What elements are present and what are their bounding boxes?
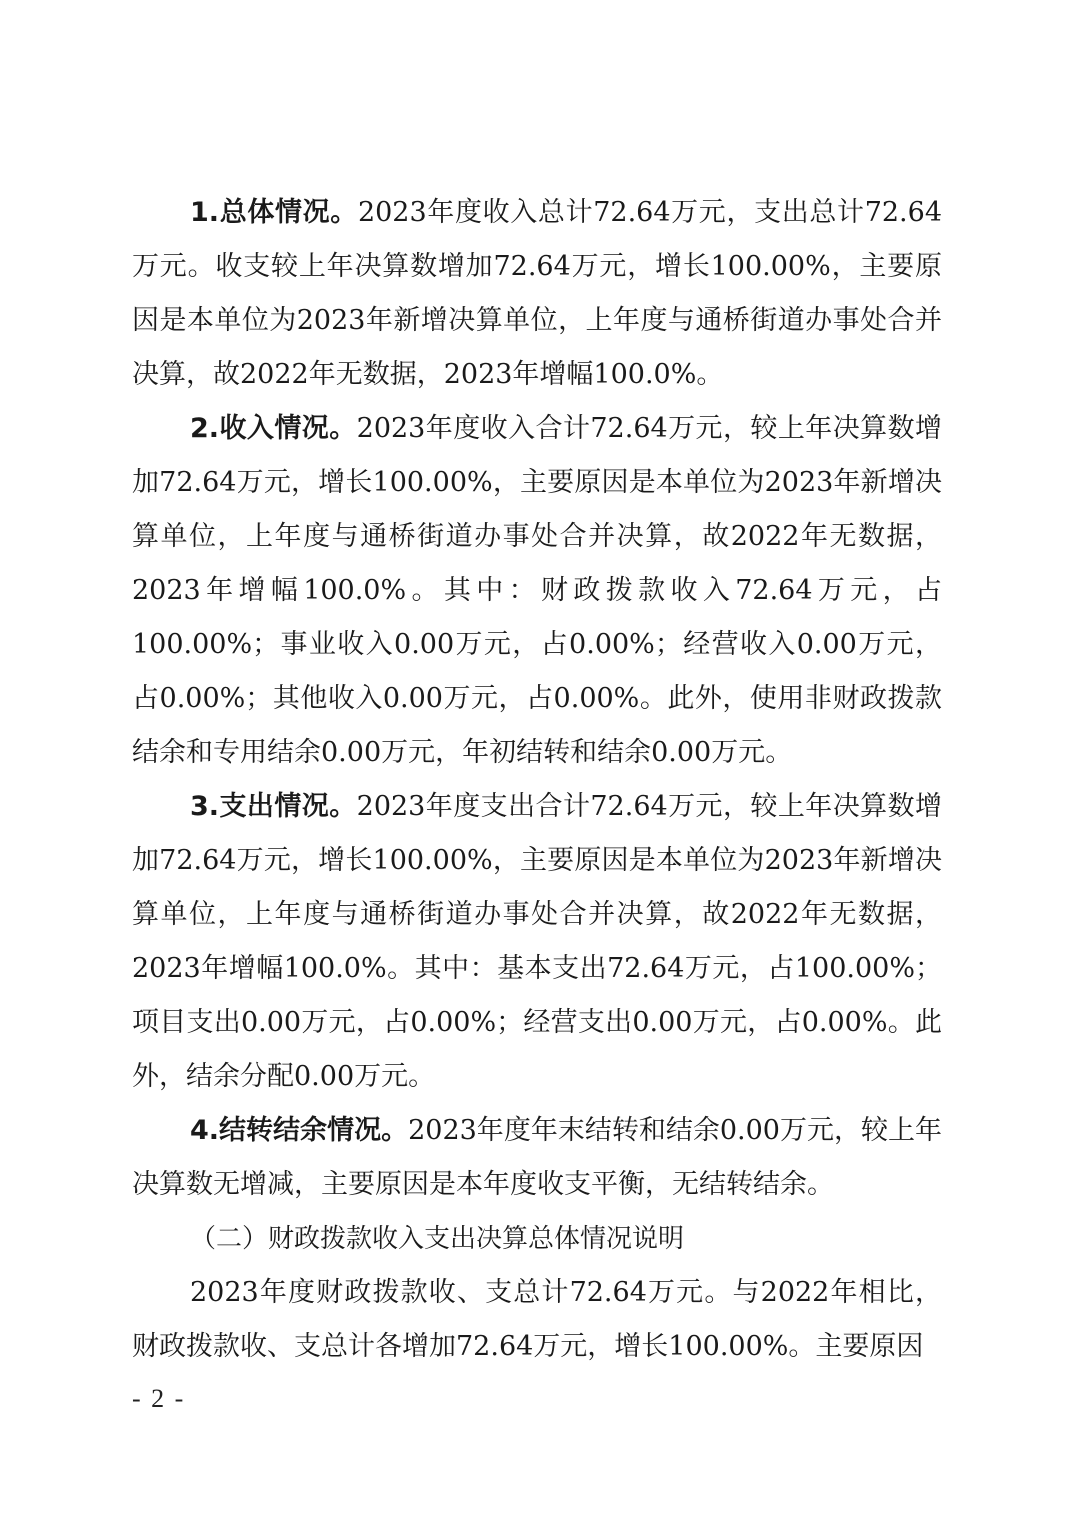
paragraph-text: 2023年度支出合计72.64万元，较上年决算数增加72.64万元，增长100.00%，主要原因是本单位为2023年新增决算单位，上年度与通桥街道办事处合并决算，故2022年无数据，2023年增幅100.0%。其中：基本支出72.64万元，占100.00%；项目支出0.00万元，占0.00%；经营支出0.00万元，占0.00%。此外，结余分配0.00万元。 [132, 791, 942, 1092]
paragraph-carryover [132, 1104, 942, 1212]
paragraph-heading: 1.总体情况。 [190, 197, 358, 228]
page-number: - 2 - [132, 1384, 186, 1413]
paragraph-overall [132, 186, 942, 402]
paragraph-heading: 3.支出情况。 [190, 791, 357, 822]
paragraph-fiscal-appropriation: 2023年度财政拨款收、支总计72.64万元。与2022年相比，财政拨款收、支总计各增加72.64万元，增长100.00%。主要原因 [132, 1277, 942, 1362]
paragraph-text: 2023年度年末结转和结余0.00万元，较上年决算数无增减，主要原因是本年度收支平衡，无结转结余。 [132, 1115, 942, 1200]
paragraph-text: 2023年度收入合计72.64万元，较上年决算数增加72.64万元，增长100.00%，主要原因是本单位为2023年新增决算单位，上年度与通桥街道办事处合并决算，故2022年无数据，2023年增幅100.0%。其中：财政拨款收入72.64万元，占100.00%；事业收入0.00万元，占0.00%；经营收入0.00万元，占0.00%；其他收入0.00万元，占0.00%。此外，使用非财政拨款结余和专用结余0.00万元，年初结转和结余0.00万元。 [132, 413, 942, 768]
paragraph-heading: 2.收入情况。 [190, 413, 357, 444]
paragraph-heading: 4.结转结余情况。 [190, 1115, 409, 1146]
document-body [132, 186, 942, 1374]
paragraph-income [132, 402, 942, 780]
section-heading-fiscal-appropriation: （二）财政拨款收入支出决算总体情况说明 [190, 1224, 685, 1254]
paragraph-text: 2023年度收入总计72.64万元，支出总计72.64万元。收支较上年决算数增加72.64万元，增长100.00%，主要原因是本单位为2023年新增决算单位，上年度与通桥街道办事处合并决算，故2022年无数据，2023年增幅100.0%。 [132, 197, 942, 390]
paragraph-expenditure [132, 780, 942, 1104]
